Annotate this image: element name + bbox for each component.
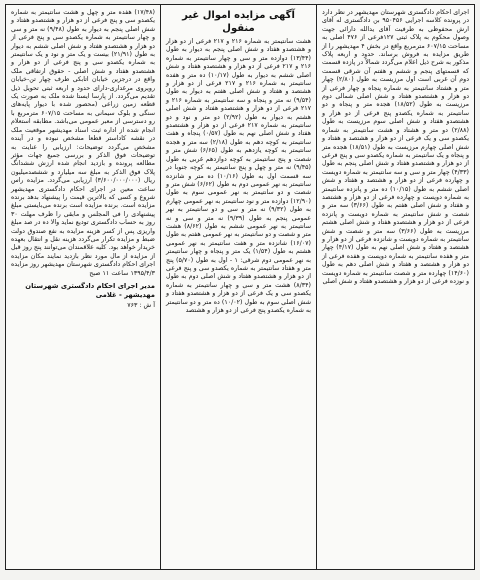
notice-title: آگهی مزایده اموال غیر منقول — [182, 10, 295, 34]
notice-column-middle — [160, 5, 316, 569]
notice-body-right: اجرای احکام دادگستری شهرستان مهدیشهر در نظر دارد در پرونده کلاسه اجرایی ۹۵۰۴۵۶ بن دادگستری له آقای ارش محفوظی به طرفیت آقای یدالله دارائی جهت وصول محکوم به پلاک ثبتی ۱۲۷فرعی از ۴۷۶ اصلی به مساحت ۶۰۷/۱۵ مترمربع واقع در بخش ۴ مهدیشهر را از طریق مزایده به فروش برساند. حدود و اربعه پلاک مذکور به شرح ذیل اعلام می‌گردد شمالاً در پازده قسمت که قسمتهای پنجم و ششم و هفتم آن شرقی قسمت دوم آن غربی است اول مرزیست به طول (۲/۸۰) چهار متر و هشتاد سانتیمتر به شماره پنجاه و چهار فرعی از دو هزار و هشتصدو هفتاد و شش اصلی شمالی دوم مرزیست به طول (۱۸/۵۲) هجده متر و پنجاه و دو سانتیمتر به شماره یکصدو پنج فرعی از دو هزار و هشتصدو هفتاد و شش اصلی سوم مرزیست به طول (۲/۸۸) دو متر و هشتاد و هشت سانتیمتر به شماره یکصدو سی و یک فرعی از دو هزار و هشتصد و هفتاد و شش اصلی چهارم مرزیست به طول (۱۸/۵۱) هجده متر و پنجاه و یک سانتیمتر به شماره یکصدو سی و پنج فرعی از دو هزار و هشتصدو هفتاد و شش اصلی پنجم به طول (۴/۳۳) چهار متر و سی و سه سانتیمتر به شماره دویست و چهارده فرعی از دو هزار و هشتصد و هفتاد و شش اصلی ششم به طول (۱۰/۱۵) ده متر و پانزده سانتیمتر به شماره دویست و چهارده فرعی از دو هزار و هشتصد و هفتاد و شش اصلی هفتم به طول (۳/۶۶) سه متر و شصت و شش سانتیمتر به شماره دویست و پانزده فرعی از دو هزار و هشتصدو هفتاد و شش اصلی هشتم مرزیست به طول (۳/۶۶) سه متر و شصت و شش سانتیمتر به شماره دویست و شانزده فرعی از دو هزار و هشتصد و هفتاد و شش اصلی نهم به طول (۴/۱۷) چهار متر و هفده سانتیمتر به شماره دویست و هفده فرعی از دو هزار و هشتصد و هفتاد و شش اصلی دهم به طول (۱۴/۶۰) چهارده متر و شصت سانتیمتر به شماره دویست و نوزده فرعی از دو هزار و هشتصدو هفتاد و شش اصلی — [322, 9, 470, 285]
newspaper-notice — [5, 4, 475, 570]
notice-body-middle: هشت سانتیمتر به شماره ۲۱۶ و ۲۱۷ فرعی از دو هزار و هشتصدو هفتاد و شش اصلی پنجم به دیوار به طول (۱۳/۴۴) دوازده متر و سی و چهار سانتیمتر به شماره ۲۱۶ و ۲۱۷ فرعی از دو هزار و هشتصدو هفتاد و شش اصلی ششم به دیوار به طول (۱۰/۱۷) ده متر و هفده سانتیمتر به شماره ۲۱۶ و ۲۱۷ فرعی از دو هزار و هشتصد و هفتاد و شش اصلی هفتم به دیوار به طول (۹/۵۴) نه متر و پنجاه و سه سانتیمتر به شماره ۲۱۶ و ۲۱۷ فرعی از دو هزار و هشتصدو هفتاد و شش اصلی هشتم به دیوار به طول (۲/۹۲) دو متر و نود و دو سانتیمتر به شماره ۲۱۷ فرعی از دو هزار و هشتصدو هفتاد و شش اصلی نهم به طول (۰/۵۷) پنجاه و هفت سانتیمتر به کوچه دهم به طول (۲/۱۸) سه متر و هجده سانتیمتر به کوچه یازدهم به طول (۶/۶۵) شش متر و شصت و پنج سانتیمتر به کوچه دوازدهم غربی به طول (۹/۴۵) نه متر و چهل و پنج سانتیمتر به کوچه جنوبا در سه قسمت اول به طول (۱۰/۱۶) ده متر و شانزده سانتیمتر به نهر عمومی دوم به طول (۶/۶۲) شش متر و شصت و دو سانتیمتر به نهر عمومی سوم به طول (۱۲/۹۰) دوازده متر و نود سانتیمتر به نهر عمومی چهارم به طول (۹/۳۲) نه متر و سی و دو سانتیمتر به نهر عمومی پنجم به طول (۹/۳۹) نه متر و سی و نه سانتیمتر به نهر عمومی ششم به طول (۸/۶۲) هشت متر و شصت و دو سانتیمتر به نهر عمومی هفتم به طول (۱۶/۰۷) شانزده متر و هفت سانتیمتر به نهر عمومی هشتم به طول (۱/۵۴) یک متر و پنجاه و چهار سانتیمتر به نهر عمومی دوم شرقی: ۱ - اول به طول (۵/۷۰) پنج متر و هفتاد سانتیمتر به شماره یکصدو سی و پنج فرعی از دو هزار و هشتصدو هفتاد و شش اصلی دوم به طول (۸/۳۴) هشت متر و سی و چهار سانتیمتر به شماره یکصدو سی و یک فرعی از دو هزار و هشتصدو هفتاد و شش اصلی سوم به طول (۱۰/۰۲) ده متر و دو سانتیمتر به شماره یکصدو پنج فرعی از دو هزار و هشتصد — [166, 38, 312, 314]
notice-column-left — [6, 5, 160, 569]
notice-body-left: (۱۷/۴۸) هفده متر و چهل و هشت سانتیمتر به شماره یکصدو سی و پنج فرعی از دو هزار و هشتصدو هفتاد و شش اصلی پنجم به دیوار به طول (۹/۴۸) نه متر و سی و چهار سانتیمتر به شماره یکصدو سی و پنج فرعی از دو هزار و هشتصدو هفتاد و شش اصلی ششم به دیوار به طول (۲۱/۹۱) بیست و یک متر و نود و یک سانتیمتر به شماره یکصدو سی و پنج فرعی از دو هزار و هشتصدو هفتاد و شش اصلی - حقوق ارتفاقی ملک واقع در درجزین خیابان اتابکی طرف چهار تن-خیابان رویروی مرغداری-دارای حدود و اربعه ثبتی تحویل ذیل تقدیم می‌گردد. از پارسا ایستا شده ملک به صورت یک قطعه زمین زراعی (محصور شده با دیوار پایه‌های سنگی و بلوک سیمانی به مساحت ۶۰۷/۱۵ مترمربع با رو دسترسی از معبر عمومی می‌باشد. مطابقه استعلام انجام شده از اداره ثبت اسناد مهدیشهر موقعیت ملک در نقشه کاداستر قطعا مشخص نبوده و در آینده مشخص می‌گردد توضیحات: ارزیابی را عنایت به توضیحات فوق الذکر و بررسی جمیع جهات مؤثر مطالعه پرونده و بازدید انجام شده ارزش ششدانگ پلاک فوق الذکر به مبلغ سه میلیارد و ششصدمیلیون ریال (۳/۶۰۰/۰۰۰/۰۰۰) ارزیابی می‌گردد. مزایده راس ساعت معین در اجرای احکام دادگستری مهدیشهر شروع و کسی که بالاترین قیمت را پیشنهاد بدهد برنده مزایده است. برنده مزایده است برنده می‌بایستی مبلغ پیشنهادی را فی المجلس و مابقی را ظرف مهلت ۳۰ روز به حساب دادگستری تودیع نماید والا ده در صد مبلغ واریزی پس از کسر هزینه مزایده به نفع صندوق دولت ضبط و مزایده تکرار می‌گردد هزینه نقل و انتقال بعهده خریدار خواهد بود. کلیه علاقمندان می‌توانند پنج روز قبل از مزایده از مال مورد نظر بازدید نمایند مکان مزایده اجرای احکام دادگستری شهرستان مهدیشهر روز مزایده ۱۳۹۵/۴/۳ ساعت ۱۱ صبح — [11, 9, 156, 277]
notice-reference: آ ش : ۷۶۳ — [127, 302, 155, 309]
notice-column-right — [316, 5, 474, 569]
notice-signature: مدیر اجرای احکام دادگستری شهرستان مهدیشهر - غلامی — [25, 282, 155, 299]
